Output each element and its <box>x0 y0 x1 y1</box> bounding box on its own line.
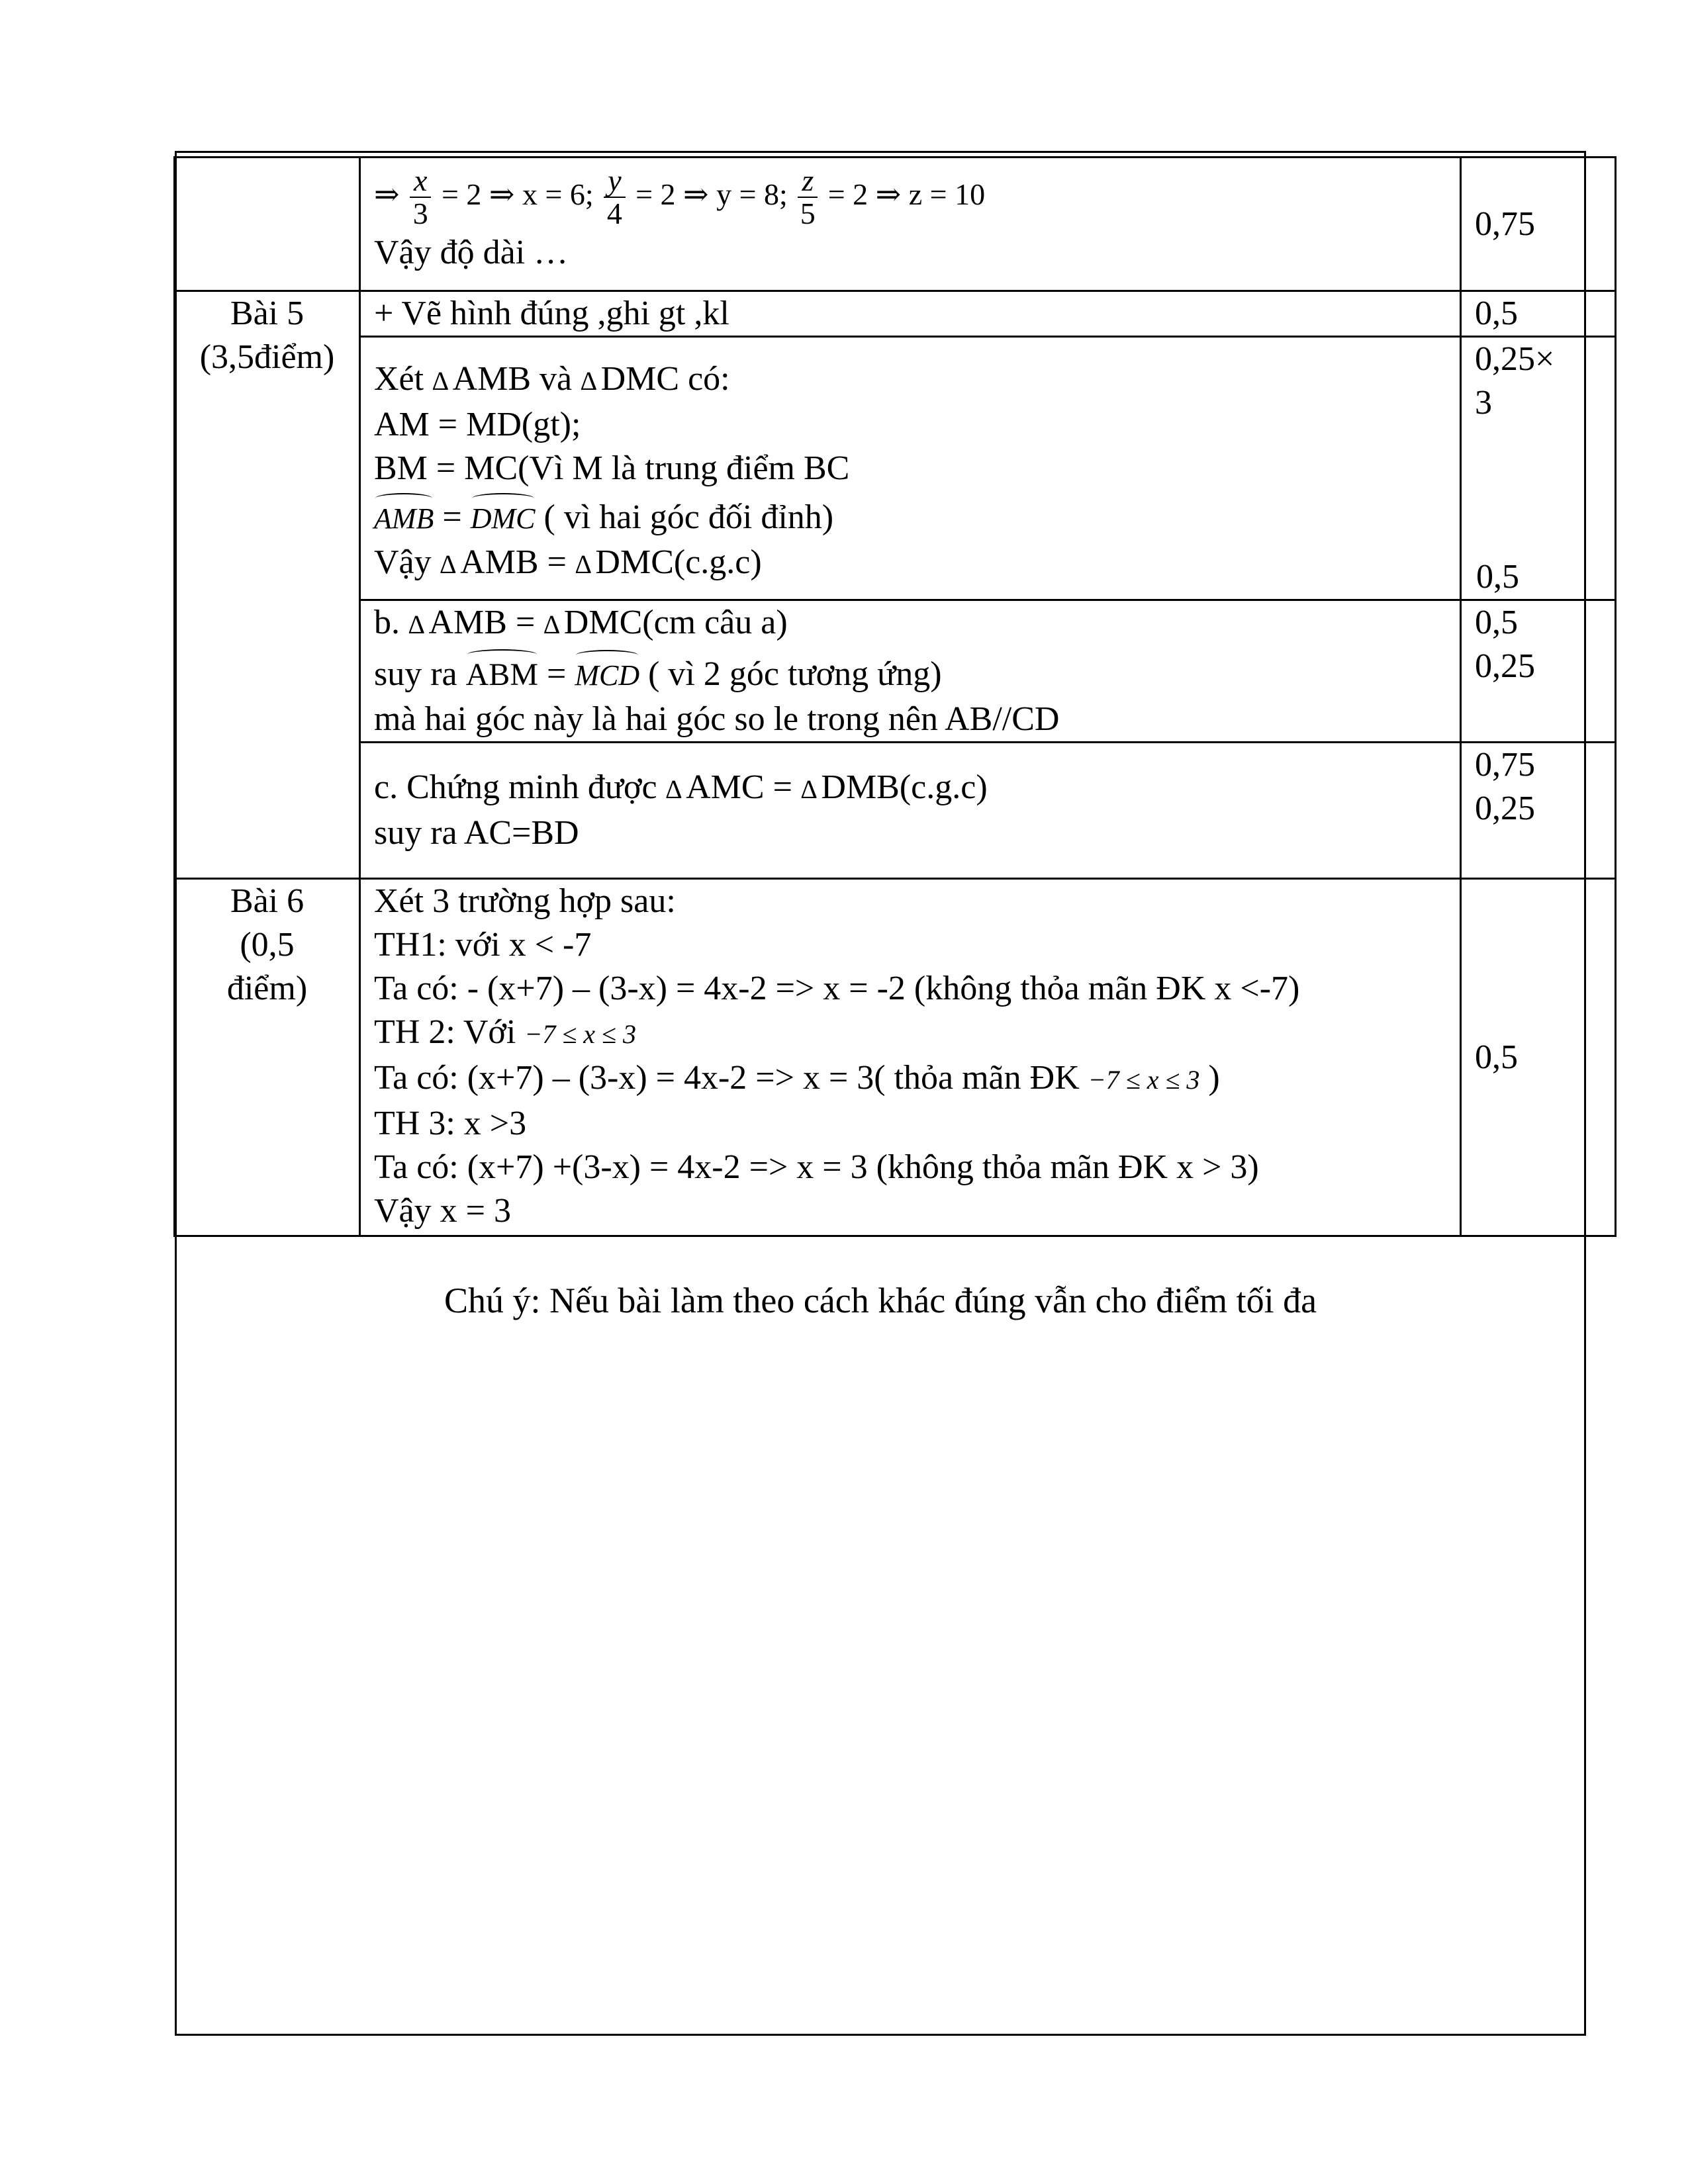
proof-line: Xét ∆ AMB và ∆ DMC có: <box>374 360 730 398</box>
score-value: 0,75 <box>1475 205 1535 243</box>
triangle-icon: ∆ <box>432 366 449 396</box>
content-cell <box>360 879 1461 1236</box>
bai6-points-unit: điểm) <box>226 970 308 1007</box>
empty-label-cell <box>175 158 360 291</box>
implies-symbol: ⇒ <box>374 177 400 211</box>
case-line: TH 3: x >3 <box>374 1105 527 1142</box>
score-value: 0,75 <box>1475 746 1535 784</box>
bai5-title: Bài 5 <box>230 295 305 332</box>
score-value: 0,25 <box>1475 647 1535 685</box>
triangle-icon: ∆ <box>581 366 597 396</box>
score-cell <box>1461 879 1616 1236</box>
score-value: 0,5 <box>1475 295 1518 332</box>
table-row <box>175 743 1616 879</box>
content-cell <box>360 600 1461 743</box>
triangle-icon: ∆ <box>440 549 457 579</box>
content-cell <box>360 158 1461 291</box>
angle-amb: AMB <box>374 490 434 541</box>
proof-line: AM = MD(gt); <box>374 406 581 443</box>
proof-line: mà hai góc này là hai góc so le trong nên AB//CD <box>374 700 1060 738</box>
proof-line: BM = MC(Vì M là trung điểm BC <box>374 449 850 487</box>
drawing-step: + Vẽ hình đúng ,ghi gt ,kl <box>374 295 729 332</box>
score-cell <box>1461 600 1616 743</box>
bai6-points: (0,5 <box>240 926 295 964</box>
answer-table <box>173 156 1617 1237</box>
angle-abm: ABM <box>466 647 538 697</box>
inequality: −7 ≤ x ≤ 3 <box>524 1019 636 1049</box>
score-cell <box>1461 337 1616 600</box>
case-line: Ta có: (x+7) +(3-x) = 4x-2 => x = 3 (không thỏa mãn ĐK x > 3) <box>374 1148 1259 1186</box>
result-x: = 2 ⇒ x = 6; <box>441 177 594 211</box>
score-value: 0,5 <box>1476 558 1519 596</box>
content-cell <box>360 743 1461 879</box>
score-cell <box>1461 743 1616 879</box>
proof-line: suy ra AC=BD <box>374 814 579 852</box>
ratio-solution <box>374 158 1446 231</box>
triangle-icon: ∆ <box>800 774 818 804</box>
table-row <box>175 158 1616 291</box>
content-cell <box>360 337 1461 600</box>
triangle-icon: ∆ <box>575 549 592 579</box>
case-line: TH 2: Với −7 ≤ x ≤ 3 <box>374 1013 636 1051</box>
fraction-y: $\frac{y}{4}$ <box>604 165 625 230</box>
score-cell <box>1461 291 1616 337</box>
score-value: 0,5 <box>1475 604 1518 641</box>
case-line: TH1: với x < -7 <box>374 926 592 964</box>
bai6-label-cell <box>175 879 360 1236</box>
score-value: 0,25× <box>1475 340 1555 378</box>
score-value: 0,25 <box>1475 790 1535 827</box>
score-value: 3 <box>1475 384 1492 422</box>
proof-line: c. Chứng minh được ∆ AMC = ∆ DMB(c.g.c) <box>374 768 988 806</box>
table-row <box>175 879 1616 1236</box>
table-row <box>175 600 1616 743</box>
conclusion-text: Vậy độ dài … <box>374 234 569 271</box>
triangle-icon: ∆ <box>408 610 425 639</box>
inequality: −7 ≤ x ≤ 3 <box>1088 1065 1200 1095</box>
bai6-title: Bài 6 <box>230 882 305 920</box>
angle-mcd: MCD <box>575 647 639 698</box>
grading-note: Chú ý: Nếu bài làm theo cách khác đúng vẫn cho điểm tối đa <box>444 1281 1317 1320</box>
table-row <box>175 337 1616 600</box>
table-row <box>175 291 1616 337</box>
bai5-label-cell <box>175 291 360 879</box>
fraction-z: $\frac{z}{5}$ <box>798 165 818 230</box>
proof-line: b. ∆ AMB = ∆ DMC(cm câu a) <box>374 604 788 641</box>
case-line: Vậy x = 3 <box>374 1192 511 1230</box>
case-line: Xét 3 trường hợp sau: <box>374 882 676 920</box>
score-cell <box>1461 158 1616 291</box>
result-z: = 2 ⇒ z = 10 <box>827 177 986 211</box>
triangle-icon: ∆ <box>543 610 560 639</box>
case-line: Ta có: (x+7) – (3-x) = 4x-2 => x = 3( thỏa mãn ĐK −7 ≤ x ≤ 3 ) <box>374 1059 1220 1097</box>
triangle-icon: ∆ <box>665 774 682 804</box>
bai5-points: (3,5điểm) <box>199 338 335 376</box>
score-value: 0,5 <box>1475 1038 1518 1076</box>
proof-line: AMB = DMC ( vì hai góc đối đỉnh) <box>374 490 1446 541</box>
proof-line: suy ra ABM = MCD ( vì 2 góc tương ứng) <box>374 647 1446 698</box>
case-line: Ta có: - (x+7) – (3-x) = 4x-2 => x = -2 (không thỏa mãn ĐK x <-7) <box>374 970 1300 1007</box>
fraction-x: $\frac{x}{3}$ <box>410 165 431 230</box>
result-y: = 2 ⇒ y = 8; <box>635 177 788 211</box>
content-cell <box>360 291 1461 337</box>
angle-dmc: DMC <box>471 490 536 541</box>
proof-line: Vậy ∆ AMB = ∆ DMC(c.g.c) <box>374 543 762 581</box>
